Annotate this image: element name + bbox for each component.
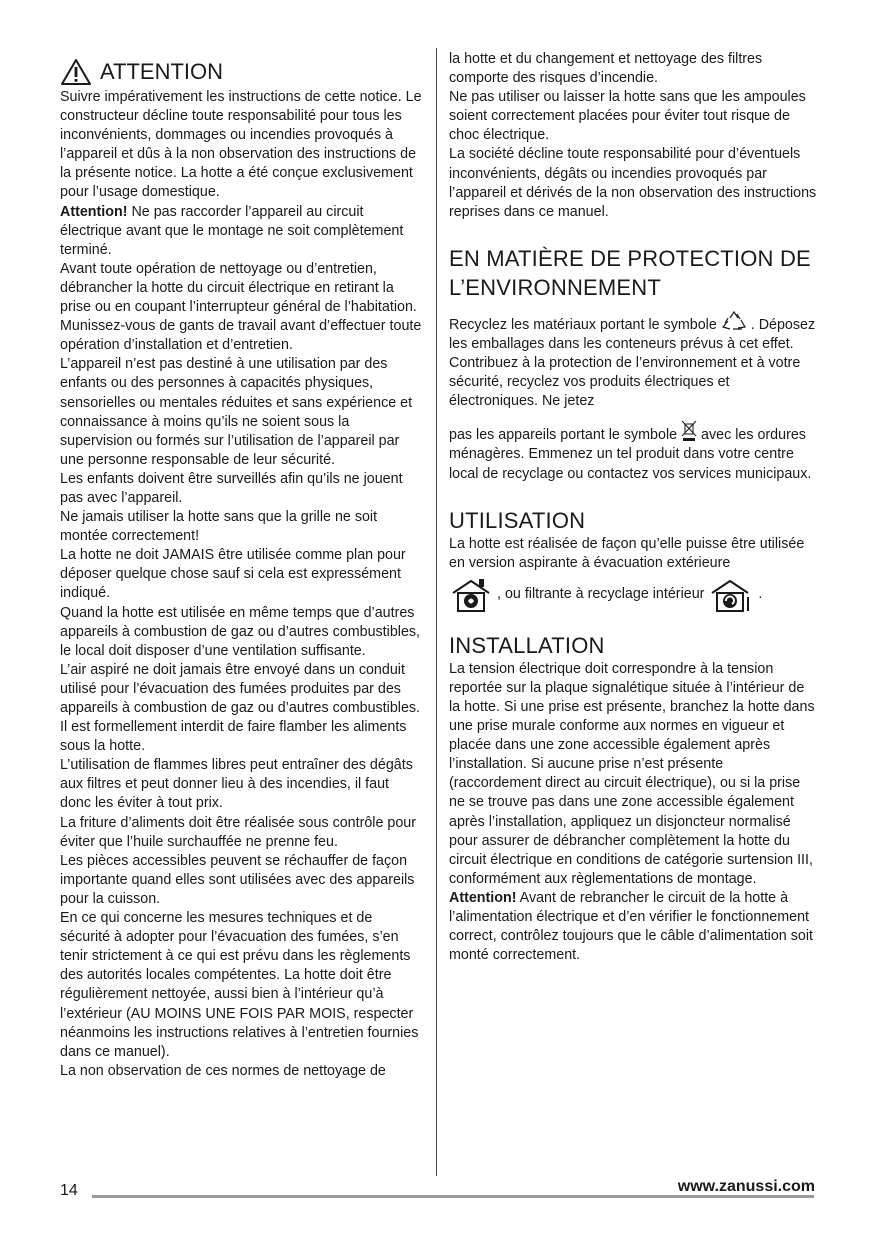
paragraph-text: Recyclez les matériaux portant le symbole: [449, 316, 721, 333]
paragraph: L’appareil n’est pas destiné à une utilisation par des enfants ou des personnes à capacités physiques, sensorielles ou mentales réduites et sans expérience et connaissance à moins qu’ils ne soient sous la supervision ou formés sur l’utilisation de l’appareil par une personne responsable de leur sécurité.: [60, 356, 413, 468]
paragraph-text: , ou filtrante à recyclage intérieur: [497, 586, 705, 603]
paragraph: [449, 310, 817, 411]
paragraph: Les pièces accessibles peuvent se réchauffer de façon importante quand elles sont utilisées avec des appareils pour la cuisson.: [60, 852, 415, 907]
paragraph: Munissez-vous de gants de travail avant d’effectuer toute opération d’installation et d’entretien.: [60, 318, 422, 354]
paragraph: [60, 203, 422, 260]
paragraph: Quand la hotte est utilisée en même temps que d’autres appareils à combustion de gaz ou d’autres combustibles, le local doit disposer d’une ventilation suffisante.: [60, 604, 421, 659]
paragraph: L’air aspiré ne doit jamais être envoyé dans un conduit utilisé pour l’évacuation des fumées produites par des appareils à combustion de gaz ou d’autres combustibles.: [60, 661, 421, 716]
extraction-mode-icon: [449, 577, 493, 613]
paragraph-text: Ne pas raccorder l’appareil au circuit électrique avant que le montage ne soit complètement terminé.: [60, 203, 404, 258]
paragraph-text: . Déposez les emballages dans les conteneurs prévus à cet effet. Contribuez à la protection de l’environnement et à votre sécurité, recyclez vos produits électriques et électroniques. Ne jetez: [449, 316, 816, 410]
paragraph: La tension électrique doit correspondre à la tension reportée sur la plaque signalétique située à l’intérieur de la hotte. Si une prise est présente, branchez la hotte dans une prise murale conforme aux normes en vigueur et placée dans une zone accessible également après l’installation. Si aucune prise n’est présente (raccordement direct au circuit électrique), ou si la prise ne se trouve pas dans une zone accessible également après l’installation, appliquez un disjoncteur normalisé pour assurer de débrancher complètement la hotte du circuit électrique en conditions de catégorie surtension III, conformément aux règlementations de montage.: [449, 660, 815, 887]
paragraph: [449, 420, 817, 483]
attention-title: ATTENTION: [100, 59, 224, 84]
paragraph: La non observation de ces normes de nettoyage de: [60, 1062, 386, 1079]
recirculation-mode-icon: [708, 577, 754, 613]
right-column: [449, 50, 817, 965]
left-column: [60, 58, 422, 1081]
paragraph: [449, 889, 817, 965]
paragraph: Les enfants doivent être surveillés afin qu’ils ne jouent pas avec l’appareil.: [60, 470, 403, 506]
utilisation-heading: UTILISATION: [449, 507, 586, 533]
page-number: 14: [60, 1182, 78, 1199]
paragraph: La hotte est réalisée de façon qu’elle puisse être utilisée en version aspirante à évacuation extérieure: [449, 535, 805, 571]
paragraph: Il est formellement interdit de faire flamber les aliments sous la hotte.: [60, 719, 407, 755]
crossed-bin-icon: [681, 420, 697, 442]
paragraph: La société décline toute responsabilité pour d’éventuels inconvénients, dégâts ou incendies provoqués par l’appareil et dérivés de la non observation des instructions reprises dans ce manuel.: [449, 146, 817, 220]
paragraph: Suivre impérativement les instructions de cette notice. Le constructeur décline toute responsabilité pour tous les inconvénients, dommages ou incendies provoqués à l’appareil et dûs à la non observation des instructions de la présente notice. La hotte a été conçue exclusivement pour l’usage domestique.: [60, 89, 422, 201]
attention-heading: [60, 58, 422, 86]
paragraph-text: pas les appareils portant le symbole: [449, 427, 682, 444]
recycle-icon: [721, 310, 747, 332]
paragraph: Ne jamais utiliser la hotte sans que la grille ne soit montée correctement!: [60, 509, 378, 545]
paragraph: la hotte et du changement et nettoyage des filtres comporte des risques d’incendie.: [449, 51, 763, 87]
paragraph: En ce qui concerne les mesures techniques et de sécurité à adopter pour l’évacuation des fumées, s’en tenir strictement à ce qui est prévu dans les règlements des autorités locales compétentes. La hotte doit être régulièrement nettoyée, aussi bien à l’intérieur qu’à l’extérieur (AU MOINS UNE FOIS PAR MOIS, respecter néanmoins les instructions relatives à l’entretien fournies dans ce manuel).: [60, 910, 419, 1060]
footer-url[interactable]: www.zanussi.com: [677, 1178, 815, 1195]
paragraph: La hotte ne doit JAMAIS être utilisée comme plan pour déposer quelque chose sauf si cela est expressément indiqué.: [60, 547, 406, 602]
paragraph: Avant toute opération de nettoyage ou d’entretien, débrancher la hotte du circuit électrique en retirant la prise ou en coupant l’interrupteur général de l’habitation.: [60, 260, 417, 316]
paragraph: La friture d’aliments doit être réalisée sous contrôle pour éviter que l’huile surchauffée ne prenne feu.: [60, 814, 417, 850]
paragraph-text: avec les ordures ménagères. Emmenez un tel produit dans votre centre local de recyclage ou contactez vos services municipaux.: [449, 427, 812, 482]
installation-heading: INSTALLATION: [449, 632, 605, 658]
paragraph-text: Avant de rebrancher le circuit de la hotte à l’alimentation électrique et d’en vérifier le fonctionnement correct, contrôlez toujours que le câble d’alimentation soit monté correctement.: [449, 889, 813, 964]
utilisation-icons: [449, 577, 817, 613]
column-divider: [436, 48, 437, 1176]
attention-label: Attention!: [60, 203, 128, 220]
paragraph: Ne pas utiliser ou laisser la hotte sans que les ampoules soient correctement placées pour éviter tout risque de choc électrique.: [449, 89, 806, 144]
paragraph-text: .: [758, 586, 763, 603]
paragraph: L’utilisation de flammes libres peut entraîner des dégâts aux filtres et peut donner lieu à des incendies, il faut donc les éviter à tout prix.: [60, 757, 413, 812]
attention-label: Attention!: [449, 889, 517, 906]
warning-triangle-icon: [60, 58, 92, 86]
environment-heading: EN MATIÈRE DE PROTECTION DE L’ENVIRONNEMENT: [449, 245, 811, 300]
